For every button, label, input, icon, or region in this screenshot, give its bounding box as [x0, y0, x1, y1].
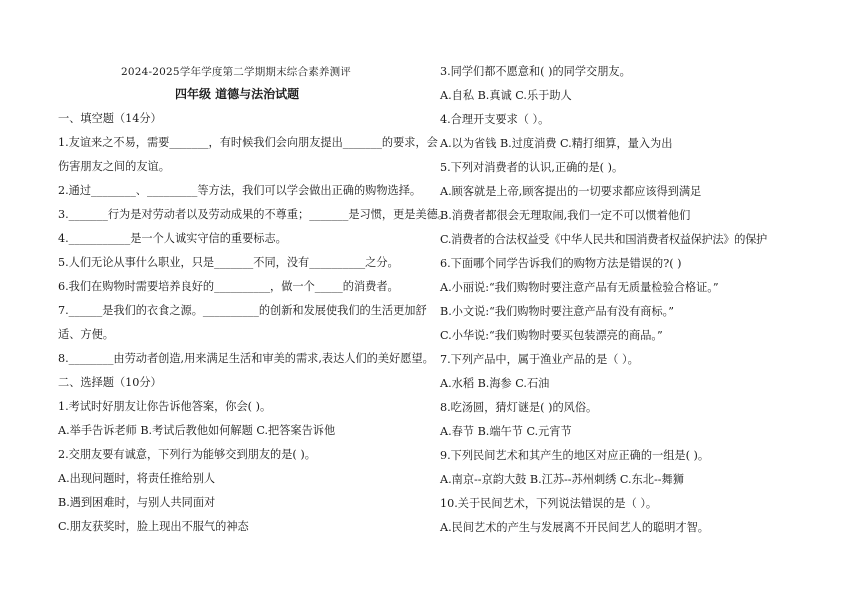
option-line: C.消费者的合法权益受《中华人民共和国消费者权益保护法》的保护 — [440, 233, 767, 246]
question-line: 2.交朋友要有诚意，下列行为能够交到朋友的是( )。 — [58, 448, 316, 461]
section-heading: 二、选择题（10分） — [58, 376, 162, 389]
question-line: 伤害朋友之间的友谊。 — [58, 160, 170, 173]
question-line: 4.合理开支要求（ ）。 — [440, 113, 550, 126]
option-line: A.出现问题时，将责任推给别人 — [58, 472, 216, 485]
question-line: 5.人们无论从事什么职业，只是_______不同，没有__________之分。 — [58, 256, 399, 269]
question-line: 3.同学们都不愿意和( )的同学交朋友。 — [440, 65, 631, 78]
option-line: A.顾客就是上帝,顾客提出的一切要求都应该得到满足 — [440, 185, 702, 198]
exam-subtitle: 四年级 道德与法治试题 — [175, 87, 300, 101]
question-line: 7.______是我们的衣食之源。__________的创新和发展使我们的生活更加舒 — [58, 304, 427, 317]
question-line: 4.___________是一个人诚实守信的重要标志。 — [58, 232, 287, 245]
option-line: B.小文说:“我们购物时要注意产品有没有商标。” — [440, 305, 674, 318]
option-line: B.遇到困难时，与别人共同面对 — [58, 496, 216, 509]
option-line: A.春节 B.端午节 C.元宵节 — [440, 425, 572, 438]
option-line: A.南京--京韵大鼓 B.江苏--苏州刺绣 C.东北--舞狮 — [440, 473, 684, 486]
question-line: 8.吃汤圆，猜灯谜是( )的风俗。 — [440, 401, 598, 414]
question-line: 8.________由劳动者创造,用来满足生活和审美的需求,表达人们的美好愿望。 — [58, 352, 434, 365]
option-line: A.以为省钱 B.过度消费 C.精打细算，量入为出 — [440, 137, 673, 150]
option-line: B.消费者都很会无理取闹,我们一定不可以惯着他们 — [440, 209, 691, 222]
option-line: A.水稻 B.海参 C.石油 — [440, 377, 550, 390]
option-line: A.自私 B.真诚 C.乐于助人 — [440, 89, 572, 102]
question-line: 5.下列对消费者的认识,正确的是( )。 — [440, 161, 624, 174]
section-heading: 一、填空题（14分） — [58, 112, 162, 125]
option-line: C.朋友获奖时，脸上现出不服气的神态 — [58, 520, 249, 533]
question-line: 10.关于民间艺术，下列说法错误的是（ ）。 — [440, 497, 658, 510]
option-line: A.小丽说:“我们购物时要注意产品有无质量检验合格证。” — [440, 281, 719, 294]
question-line: 2.通过________、_________等方法，我们可以学会做出正确的购物选择。 — [58, 184, 422, 197]
question-line: 1.友谊来之不易，需要_______，有时候我们会向朋友提出_______的要求，会 — [58, 136, 438, 149]
question-line: 适、方便。 — [58, 328, 114, 341]
option-line: C.小华说:“我们购物时要买包装漂亮的商品。” — [440, 329, 663, 342]
option-line: A.民间艺术的产生与发展离不开民间艺人的聪明才智。 — [440, 521, 709, 534]
exam-title: 2024-2025学年学度第二学期期末综合素养测评 — [121, 66, 351, 78]
question-line: 1.考试时好朋友让你告诉他答案，你会( )。 — [58, 400, 272, 413]
option-line: A.举手告诉老师 B.考试后教他如何解题 C.把答案告诉他 — [58, 424, 336, 437]
question-line: 9.下列民间艺术和其产生的地区对应正确的一组是( )。 — [440, 449, 710, 462]
question-line: 3._______行为是对劳动者以及劳动成果的不尊重；_______是习惯，更是美德。 — [58, 208, 450, 221]
question-line: 6.我们在购物时需要培养良好的__________，做一个_____的消费者。 — [58, 280, 399, 293]
question-line: 6.下面哪个同学告诉我们的购物方法是错误的?( ) — [440, 257, 682, 270]
question-line: 7.下列产品中，属于渔业产品的是（ ）。 — [440, 353, 639, 366]
